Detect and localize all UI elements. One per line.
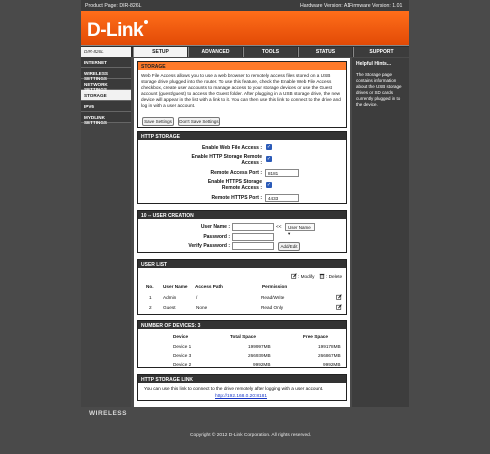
user-list-header-permission: Permission xyxy=(262,284,288,289)
modify-legend-icon xyxy=(291,273,297,279)
storage-link-section xyxy=(137,374,347,401)
user-list-header-username: User Name xyxy=(163,284,188,289)
storage-description: Web File Access allows you to use a web browser to remotely access files stored on a USB storage drive plugged into the router. To use this feature, check the Enable Web File Access checkbox, create user accounts to manage access to your storage devices or use the Guest account (guest/guest) to access the Guest folder. After plugging in a USB storage drive, the new device will appear in the list with a link to it. You can then use this link to connect to the drive and log in with a user account. xyxy=(141,73,341,108)
user-row-1-name: Admin xyxy=(163,295,177,300)
storage-link-title: HTTP STORAGE LINK xyxy=(138,375,346,383)
copy-username-arrows[interactable]: << xyxy=(276,224,282,229)
storage-link-text: You can use this link to connect to the drive remotely after logging with a user account. xyxy=(144,386,324,391)
devices-header-free: Free Space xyxy=(303,334,329,339)
storage-title: STORAGE xyxy=(138,62,346,70)
top-info-bar xyxy=(81,0,409,11)
hardware-version: Hardware Version: A1 xyxy=(300,3,351,9)
dlink-logo: D-Link xyxy=(87,20,148,42)
username-label: User Name : xyxy=(200,224,230,230)
sidebar-item-network-settings[interactable]: NETWORK SETTINGS xyxy=(81,79,131,90)
device-row-1-total: 199997MB xyxy=(248,344,271,349)
user-row-2-path: None xyxy=(196,305,208,310)
user-row-2-edit-icon[interactable] xyxy=(336,304,342,310)
dont-save-settings-button[interactable]: Don't Save Settings xyxy=(179,119,219,124)
verify-password-label: Verify Password : xyxy=(188,243,230,249)
remote-access-label-1: Enable HTTP Storage Remote xyxy=(191,154,262,160)
remote-port-label: Remote Access Port : xyxy=(210,170,262,176)
password-label: Password : xyxy=(203,234,230,240)
https-checkbox[interactable]: ✓ xyxy=(266,182,272,188)
save-settings-button[interactable]: Save Settings xyxy=(142,117,174,126)
user-row-1-edit-icon[interactable] xyxy=(336,294,342,300)
add-edit-button[interactable]: Add/Edit xyxy=(278,242,300,251)
sidebar-item-internet[interactable]: INTERNET xyxy=(81,57,131,68)
device-row-2-name: Device 3 xyxy=(173,353,192,358)
http-storage-section xyxy=(137,131,347,204)
device-row-1-name: Device 1 xyxy=(173,344,192,349)
user-row-2-permission: Read Only xyxy=(261,305,284,310)
https-label-2: Remote Access : xyxy=(221,185,262,191)
storage-section xyxy=(137,61,347,128)
devices-section xyxy=(137,320,347,368)
remote-port-input[interactable]: 8181 xyxy=(265,169,299,177)
device-row-3-total: 9992MB xyxy=(253,362,271,367)
https-label-1: Enable HTTPS Storage xyxy=(207,179,262,185)
http-storage-title: HTTP STORAGE xyxy=(138,132,346,140)
user-list-section xyxy=(137,259,347,315)
password-input[interactable] xyxy=(232,233,274,241)
user-name-select[interactable]: User Name ▾ xyxy=(285,223,315,231)
devices-title: NUMBER OF DEVICES: 3 xyxy=(138,321,346,329)
tab-status[interactable]: STATUS xyxy=(298,47,352,57)
product-page-link[interactable]: Product Page: DIR-826L xyxy=(85,3,142,9)
remote-access-checkbox[interactable]: ✓ xyxy=(266,156,272,162)
model-label: DIR-826L xyxy=(81,47,131,57)
device-row-1-free: 199178MB xyxy=(318,344,341,349)
devices-header-device: Device xyxy=(173,334,189,339)
sidebar xyxy=(81,57,131,407)
user-row-2-name: Guest xyxy=(163,305,176,310)
delete-legend-label: : Delete xyxy=(326,274,343,279)
sidebar-item-wireless-settings[interactable]: WIRELESS SETTINGS xyxy=(81,68,131,79)
user-row-1-path: / xyxy=(196,295,198,300)
device-row-3-free: 9992MB xyxy=(323,362,341,367)
sidebar-item-ipv6[interactable]: IPV6 xyxy=(81,101,131,112)
helpful-hints-panel xyxy=(352,58,409,407)
tab-advanced[interactable]: ADVANCED xyxy=(188,47,242,57)
delete-legend-icon xyxy=(319,273,325,279)
wireless-footer-label: WIRELESS xyxy=(89,410,127,417)
device-row-3-name: Device 2 xyxy=(173,362,192,367)
user-list-header-path: Access Path xyxy=(195,284,223,289)
username-input[interactable] xyxy=(232,223,274,231)
remote-access-label-2: Access : xyxy=(241,160,262,166)
modify-legend-label: : Modify xyxy=(298,274,315,279)
verify-password-input[interactable] xyxy=(232,242,274,250)
user-creation-title: 10 -- USER CREATION xyxy=(138,211,346,219)
tab-tools[interactable]: TOOLS xyxy=(243,47,297,57)
hints-text: The Storage page contains information about the USB storage drives or SD cards currently plugged in to the device. xyxy=(356,72,402,107)
tab-setup[interactable]: SETUP xyxy=(133,47,187,57)
user-creation-section xyxy=(137,210,347,253)
hints-title: Helpful Hints... xyxy=(356,61,391,67)
devices-header-total: Total Space xyxy=(230,334,256,339)
device-row-2-free: 266867MB xyxy=(318,353,341,358)
user-row-2-no: 2 xyxy=(149,305,152,310)
user-row-1-no: 1 xyxy=(149,295,152,300)
tab-support[interactable]: SUPPORT xyxy=(353,47,409,57)
user-list-header-no: No. xyxy=(146,284,154,289)
storage-url-link[interactable]: http://192.168.0.20:8181 xyxy=(215,394,268,399)
sidebar-item-storage[interactable]: STORAGE xyxy=(81,90,131,101)
web-access-label: Enable Web File Access : xyxy=(201,145,262,151)
device-row-2-total: 266939MB xyxy=(248,353,271,358)
sidebar-item-mydlink-settings[interactable]: MYDLINK SETTINGS xyxy=(81,112,131,123)
https-port-label: Remote HTTPS Port : xyxy=(211,195,262,201)
header-banner xyxy=(81,11,409,45)
firmware-version: Firmware Version: 1.01 xyxy=(349,3,403,9)
copyright-text: Copyright © 2012 D-Link Corporation. All rights reserved. xyxy=(190,433,312,438)
top-nav xyxy=(81,45,409,57)
web-access-checkbox[interactable]: ✓ xyxy=(266,144,272,150)
user-row-1-permission: Read/Write xyxy=(261,295,285,300)
user-list-title: USER LIST xyxy=(138,260,346,268)
https-port-input[interactable]: 4433 xyxy=(265,194,299,202)
